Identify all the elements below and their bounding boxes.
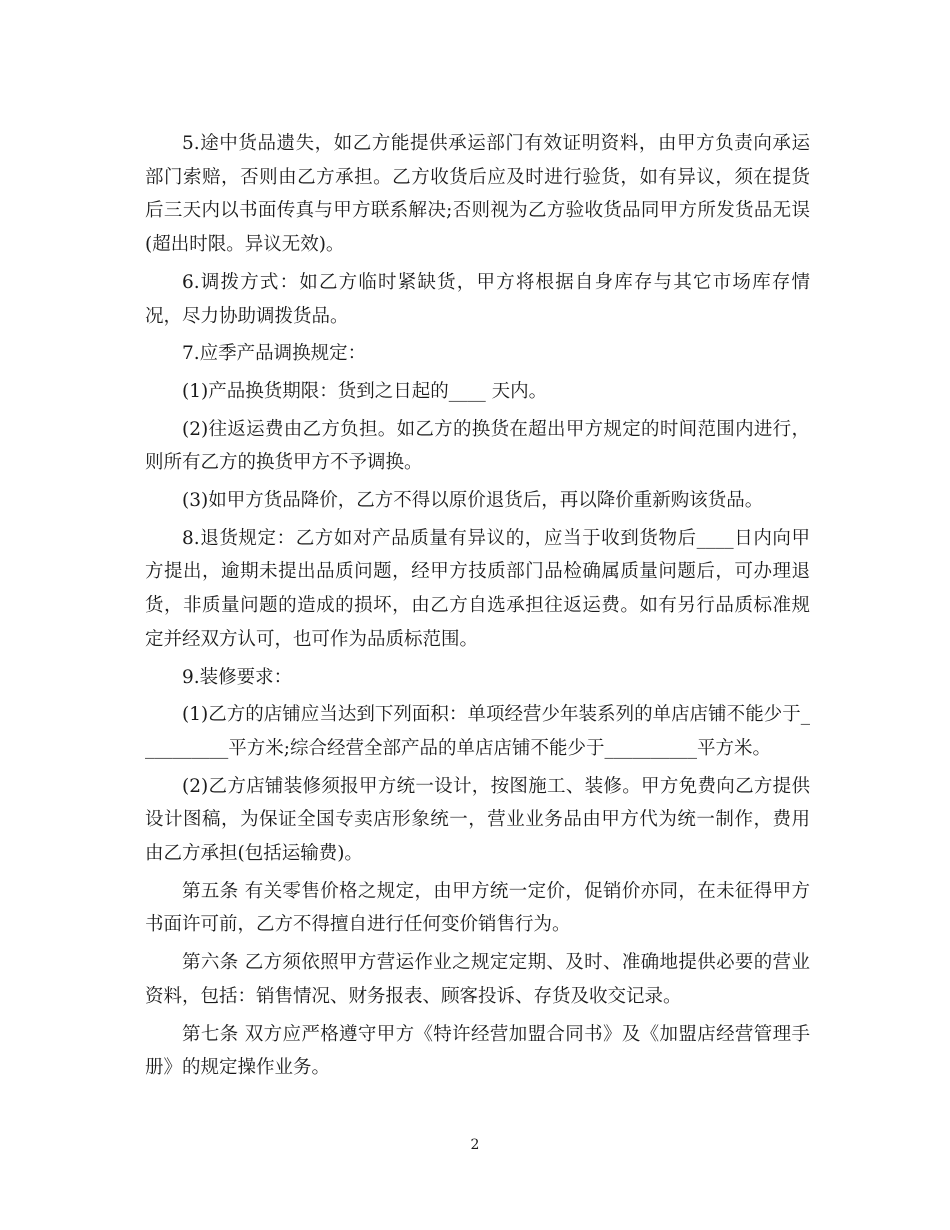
paragraph-lost-goods: 5.途中货品遗失，如乙方能提供承运部门有效证明资料，由甲方负责向承运部门索赔，否则由乙方承担。乙方收货后应及时进行验货，如有异议，须在提货后三天内以书面传真与甲方联系解决;否则视为乙方验收货品同甲方所发货品无误(超出时限。异议无效)。 (145, 133, 810, 256)
paragraph-exchange-period: (1)产品换货期限：货到之日起的____ 天内。 (182, 380, 548, 402)
paragraph-seasonal-exchange-heading: 7.应季产品调换规定： (182, 343, 367, 365)
document-body (145, 127, 810, 1089)
paragraph-price-reduction: (3)如甲方货品降价，乙方不得以原价退货后，再以降价重新购该货品。 (182, 490, 764, 512)
paragraph-article-5: 第五条 有关零售价格之规定，由甲方统一定价，促销价亦同，在未征得甲方书面许可前，乙方不得擅自进行任何变价销售行为。 (145, 880, 810, 936)
paragraph-store-area: (1)乙方的店铺应当达到下列面积：单项经营少年装系列的单店店铺不能少于__________平方米;综合经营全部产品的单店店铺不能少于__________平方米。 (145, 704, 810, 759)
paragraph-store-design: (2)乙方店铺装修须报甲方统一设计，按图施工、装修。甲方免费向乙方提供设计图稿，为保证全国专卖店形象统一，营业业务品由甲方代为统一制作，费用由乙方承担(包括运输费)。 (145, 775, 810, 865)
paragraph-article-6: 第六条 乙方须依照甲方营运作业之规定定期、及时、准确地提供必要的营业资料，包括：销售情况、财务报表、顾客投诉、存货及收交记录。 (145, 952, 810, 1007)
paragraph-article-7: 第七条 双方应严格遵守甲方《特许经营加盟合同书》及《加盟店经营管理手册》的规定操作业务。 (145, 1023, 810, 1079)
paragraph-transfer-method: 6.调拨方式：如乙方临时紧缺货，甲方将根据自身库存与其它市场库存情况，尽力协助调拨货品。 (145, 271, 810, 327)
page-number: 2 (470, 1137, 480, 1153)
paragraph-return-freight: (2)往返运费由乙方负担。如乙方的换货在超出甲方规定的时间范围内进行，则所有乙方的换货甲方不予调换。 (145, 418, 810, 474)
paragraph-decoration-heading: 9.装修要求： (182, 666, 293, 688)
paragraph-return-rules: 8.退货规定：乙方如对产品质量有异议的，应当于收到货物后____日内向甲方提出，逾期未提出品质问题，经甲方技质部门品检确属质量问题后，可办理退货，非质量问题的造成的损坏，由乙方自选承担往返运费。如有另行品质标准规定并经双方认可，也可作为品质标范围。 (145, 527, 810, 650)
